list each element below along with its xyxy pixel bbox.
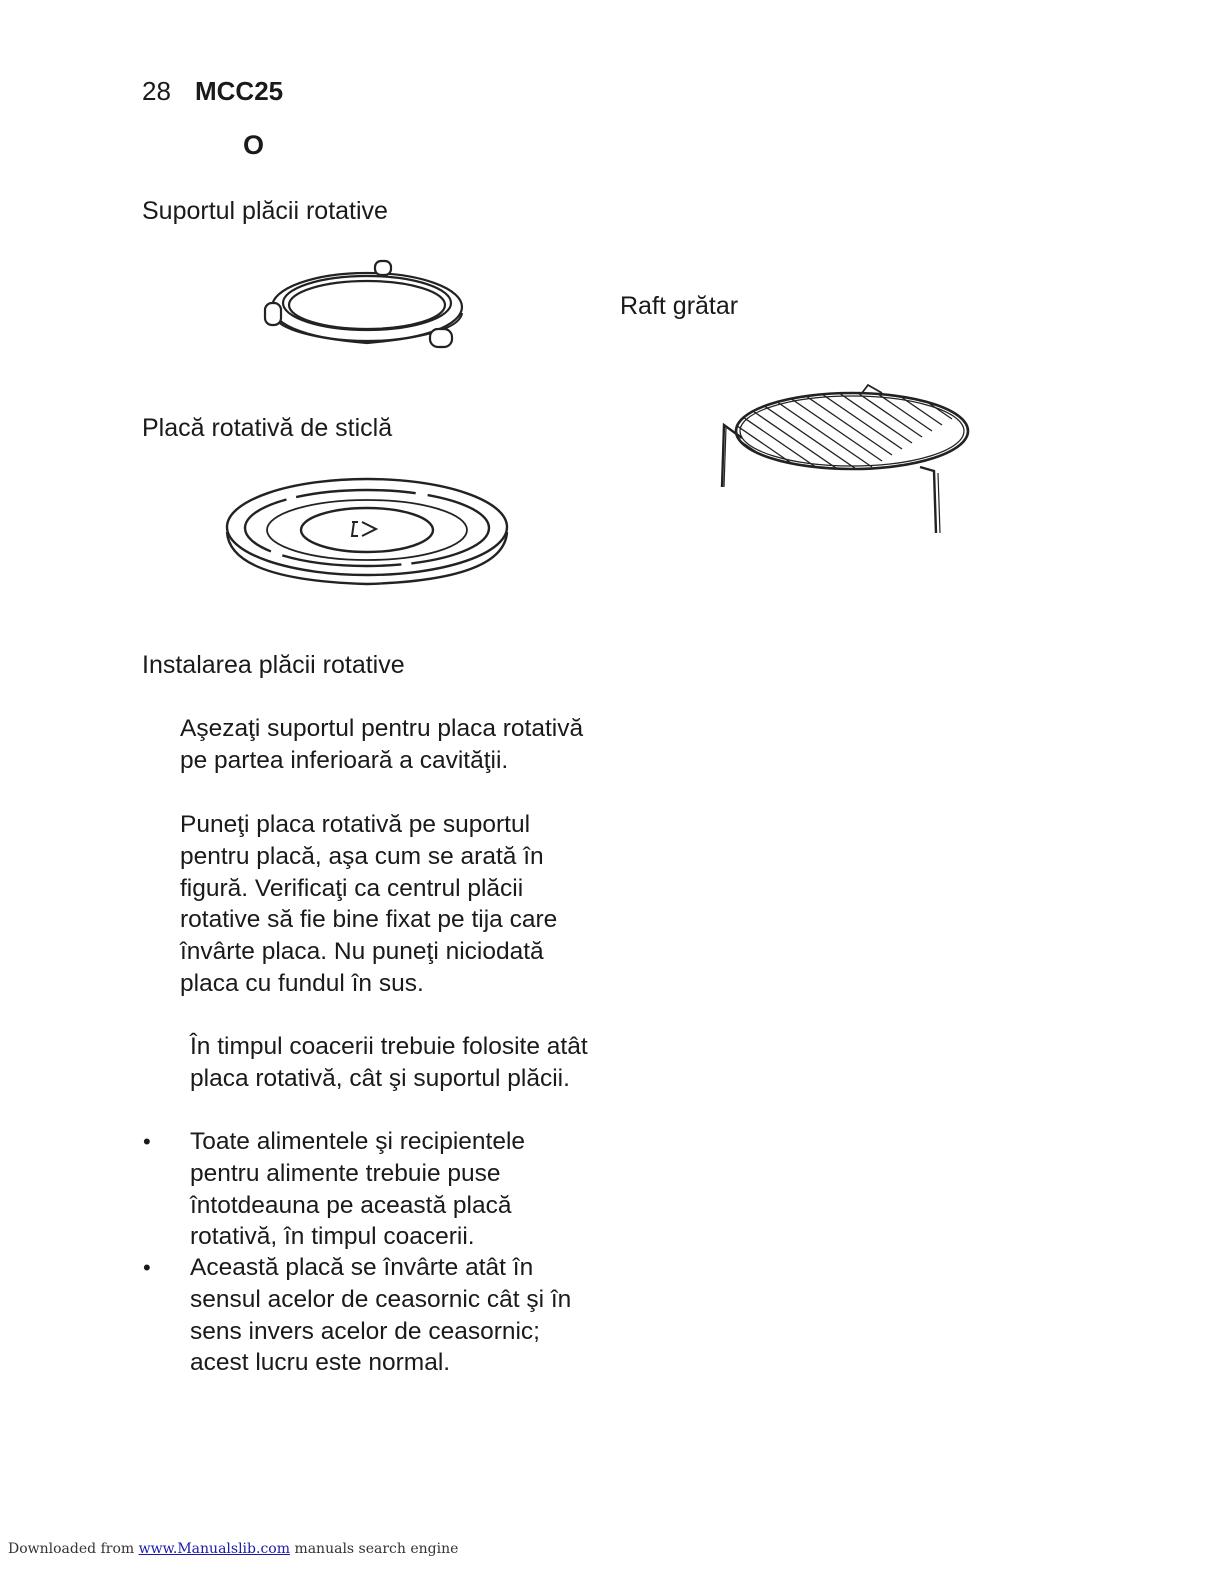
installation-heading: Instalarea plăcii rotative <box>142 651 405 679</box>
bullet-1-text: Toate alimentele şi recipientele pentru alimente trebuie puse întotdeauna pe această placă rotativă, în timpul coacerii. <box>190 1128 526 1251</box>
bullet-2-text: Această placă se învârte atât în sensul acelor de ceasornic cât şi în sens invers acelor de ceasornic; acest lucru este normal. <box>190 1254 572 1377</box>
footer-link[interactable]: www.Manualslib.com <box>138 1541 290 1557</box>
footer-suffix: manuals search engine <box>294 1541 459 1557</box>
grill-rack-illustration <box>712 383 977 538</box>
roller-ring-illustration <box>255 255 480 355</box>
roller-ring-label: Suportul plăcii rotative <box>142 197 388 225</box>
bullet-icon: • <box>143 1255 151 1280</box>
grill-rack-label: Raft grătar <box>620 292 739 320</box>
model-name: MCC25 <box>195 76 284 106</box>
step-2-text: Puneţi placa rotativă pe suportul pentru placă, aşa cum se arată în figură. Verificaţi ca centrul plăcii rotative să fie bine fixat pe tija care învârte placa. Nu puneţi niciodată placa cu fundul în sus. <box>180 811 558 997</box>
footer-prefix: Downloaded from <box>8 1541 135 1557</box>
note-text: În timpul coacerii trebuie folosite atât placa rotativă, cât şi suportul plăcii. <box>190 1033 588 1092</box>
glass-tray-label: Placă rotativă de sticlă <box>142 414 393 442</box>
glass-tray-illustration <box>222 472 512 590</box>
footer <box>8 1541 458 1557</box>
page-number: 28 <box>142 76 171 106</box>
step-1-text: Aşezaţi suportul pentru placa rotativă pe partea inferioară a cavităţii. <box>180 715 584 774</box>
section-mark: O <box>243 130 265 160</box>
bullet-icon: • <box>143 1129 151 1154</box>
